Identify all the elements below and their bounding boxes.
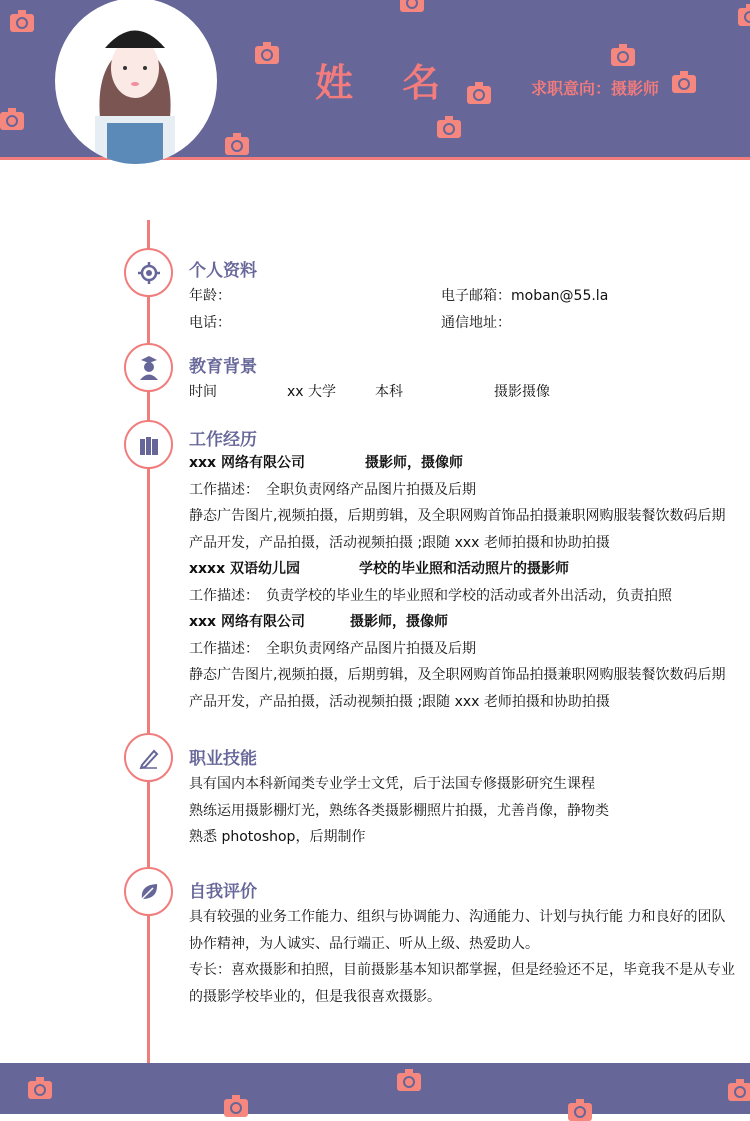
work-line: 工作描述： 负责学校的毕业生的毕业照和学校的活动或者外出活动，负责拍照	[189, 587, 672, 604]
age-field: 年龄：	[189, 288, 231, 304]
edu-major: 摄影摄像	[494, 384, 550, 400]
skill-line: 熟练运用摄影棚灯光，熟练各类摄影棚照片拍摄，尤善肖像，静物类	[189, 802, 609, 819]
camera-icon	[467, 86, 491, 104]
camera-icon	[225, 137, 249, 155]
self-line: 协作精神，为人诚实、品行端正、听从上级、热爱助人。	[189, 935, 539, 952]
camera-icon	[437, 120, 461, 138]
camera-icon	[28, 1081, 52, 1099]
footer-banner	[0, 1063, 750, 1114]
job-role: 摄影师，摄像师	[365, 455, 463, 471]
camera-icon	[397, 1073, 421, 1091]
graduate-icon	[124, 343, 173, 392]
job-role: 摄影师，摄像师	[350, 614, 448, 630]
email-field: 电子邮箱：moban@55.la	[441, 288, 609, 304]
edu-degree: 本科	[375, 384, 403, 400]
edu-school: xx 大学	[287, 384, 337, 400]
personal-section	[189, 259, 709, 336]
work-line: 静态广告图片,视频拍摄，后期剪辑，及全职网购首饰品拍摄兼职网购服装餐饮数码后期	[189, 508, 726, 524]
job-role: 学校的毕业照和活动照片的摄影师	[359, 561, 569, 577]
section-title: 职业技能	[189, 749, 257, 769]
company-name: xxxx 双语幼儿园	[189, 561, 300, 577]
camera-icon	[738, 8, 750, 26]
camera-icon	[568, 1103, 592, 1121]
section-title: 工作经历	[189, 430, 257, 450]
camera-icon	[224, 1099, 248, 1117]
camera-icon	[728, 1083, 750, 1101]
camera-icon	[10, 14, 34, 32]
self-line: 的摄影学校毕业的，但是我很喜欢摄影。	[189, 988, 441, 1005]
section-title: 教育背景	[189, 357, 257, 377]
camera-icon	[0, 112, 24, 130]
pencil-icon	[124, 733, 173, 782]
camera-icon	[611, 48, 635, 66]
work-line: 工作描述： 全职负责网络产品图片拍摄及后期	[189, 481, 476, 498]
self-eval-section	[189, 880, 739, 1010]
camera-icon	[400, 0, 424, 12]
section-title: 自我评价	[189, 882, 257, 902]
skill-line: 具有国内本科新闻类专业学士文凭，后于法国专修摄影研究生课程	[189, 776, 595, 792]
camera-icon	[255, 46, 279, 64]
books-icon	[124, 420, 173, 469]
job-intent: 求职意向：摄影师	[531, 79, 660, 98]
phone-field: 电话：	[189, 314, 231, 331]
target-icon	[124, 248, 173, 297]
avatar	[55, 0, 217, 164]
work-section	[189, 428, 739, 715]
section-title: 个人资料	[189, 261, 257, 281]
skills-section	[189, 747, 609, 851]
edu-time: 时间	[189, 384, 217, 400]
self-line: 具有较强的业务工作能力、组织与协调能力、沟通能力、计划与执行能 力和良好的团队	[189, 909, 726, 925]
work-line: 工作描述： 全职负责网络产品图片拍摄及后期	[189, 640, 476, 657]
skill-line: 熟悉 photoshop，后期制作	[189, 829, 366, 845]
company-name: xxx 网络有限公司	[189, 455, 305, 471]
education-section	[189, 355, 550, 406]
self-line: 专长：喜欢摄影和拍照，目前摄影基本知识都掌握，但是经验还不足，毕竟我不是从专业	[189, 962, 735, 978]
camera-icon	[672, 75, 696, 93]
leaf-icon	[124, 867, 173, 916]
work-line: 静态广告图片,视频拍摄，后期剪辑，及全职网购首饰品拍摄兼职网购服装餐饮数码后期	[189, 667, 726, 683]
work-line: 产品开发，产品拍摄，活动视频拍摄 ;跟随 xxx 老师拍摄和协助拍摄	[189, 534, 610, 551]
name-title: 姓 名	[315, 61, 459, 105]
work-line: 产品开发，产品拍摄，活动视频拍摄 ;跟随 xxx 老师拍摄和协助拍摄	[189, 693, 610, 710]
company-name: xxx 网络有限公司	[189, 614, 305, 630]
address-field: 通信地址：	[441, 314, 511, 331]
header-banner	[0, 0, 750, 160]
